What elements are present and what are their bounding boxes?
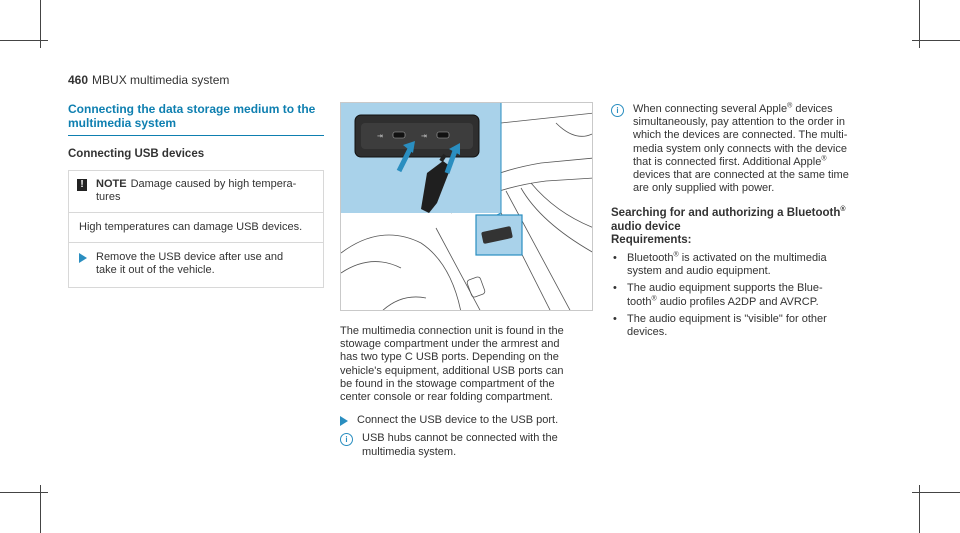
requirements-label: Requirements: (611, 234, 692, 247)
apple-info-note: i When connecting several Apple® devices simultaneously, pay attention to the order in which the devices are connected. The multi- media system only connects with the device that is connected first. Additional Apple® devices that are connected at the same time are only supplied with power. (611, 103, 873, 195)
svg-text:⇥: ⇥ (377, 132, 383, 140)
connect-action: Connect the USB device to the USB port. (340, 414, 594, 427)
action-arrow-icon (340, 416, 348, 426)
info-icon: i (340, 433, 353, 446)
crop-mark (0, 40, 48, 41)
list-item: • The audio equipment is "visible" for other devices. (613, 312, 827, 338)
action-arrow-icon (79, 253, 87, 263)
left-column (68, 102, 324, 288)
right-column (611, 103, 873, 339)
page-number: 460 (68, 73, 89, 87)
note-label: NOTE (96, 178, 127, 190)
middle-column (340, 325, 594, 459)
header-title: MBUX multimedia system (92, 73, 230, 87)
description-paragraph: The multimedia connection unit is found in the stowage compartment under the armrest and has two type C USB ports. Depending on the vehicle's equipment, additional USB ports can be found in the stowage compartment of the center console or rear folding compartment. (340, 325, 564, 404)
list-item: • The audio equipment supports the Blue- tooth® audio profiles A2DP and AVRCP. (613, 282, 823, 308)
section-title: Connecting the data storage medium to the multimedia system (68, 102, 316, 130)
usb-port-illustration (340, 102, 593, 311)
crop-mark (912, 40, 960, 41)
note-box (68, 170, 324, 288)
subsection-title: Connecting USB devices (68, 148, 205, 160)
note-header: ! NOTE Damage caused by high tempera- tures (69, 171, 323, 213)
info-note: i USB hubs cannot be connected with the multimedia system. (340, 432, 594, 458)
note-text: High temperatures can damage USB devices. (69, 213, 323, 243)
page-header (68, 73, 229, 87)
svg-text:⇥: ⇥ (421, 132, 427, 140)
warning-icon: ! (77, 179, 87, 191)
crop-mark (0, 492, 48, 493)
crop-mark (912, 492, 960, 493)
note-action: Remove the USB device after use and take it out of the vehicle. (69, 243, 323, 287)
info-icon: i (611, 104, 624, 117)
list-item: • Bluetooth® is activated on the multimedia system and audio equipment. (613, 251, 827, 278)
bluetooth-heading: Searching for and authorizing a Bluetooth® audio device Requirements: (611, 206, 846, 247)
section-divider (68, 135, 324, 136)
